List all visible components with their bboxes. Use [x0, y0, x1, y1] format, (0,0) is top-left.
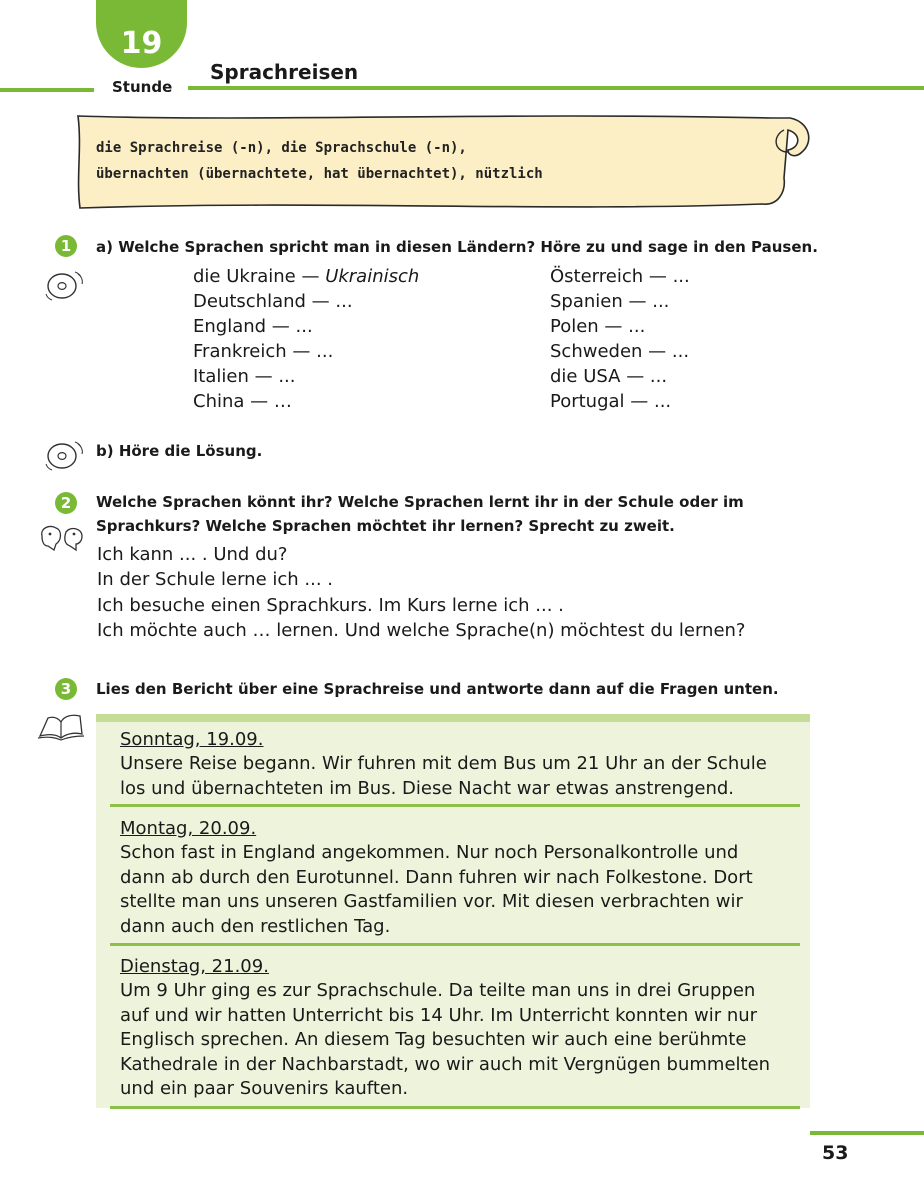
task-2-number: 2 — [55, 492, 77, 514]
cd-audio-icon — [42, 438, 88, 472]
header-rule-left — [0, 88, 94, 92]
dialogue-line-2: In der Schule lerne ich ... . — [97, 569, 333, 590]
dialogue-line-3: Ich besuche einen Sprachkurs. Im Kurs lerne ich ... . — [97, 595, 564, 616]
open-book-icon — [36, 708, 86, 742]
entry-1-text: Unsere Reise begann. Wir fuhren mit dem Bus um 21 Uhr an der Schule los und übernachteten im Bus. Diese Nacht war etwas anstrengend. — [120, 753, 767, 799]
task-2-instruction-line-2: Sprachkurs? Welche Sprachen möchtet ihr lernen? Sprecht zu zweit. — [96, 517, 675, 535]
cd-audio-icon — [42, 268, 88, 302]
footer-rule — [810, 1131, 924, 1135]
task-2-instruction-line-1: Welche Sprachen könnt ihr? Welche Sprachen lernt ihr in der Schule oder im — [96, 493, 744, 511]
language-left-5: Italien — ... — [193, 366, 296, 387]
entry-separator — [110, 1106, 800, 1109]
entry-3-date: Dienstag, 21.09. — [120, 956, 269, 977]
dialogue-line-4: Ich möchte auch … lernen. Und welche Sprache(n) möchtest du lernen? — [97, 620, 746, 641]
language-left-3: England — ... — [193, 316, 313, 337]
entry-separator — [110, 804, 800, 807]
entry-2-date: Montag, 20.09. — [120, 818, 257, 839]
lesson-label: Stunde — [112, 78, 173, 96]
task-3-number: 3 — [55, 678, 77, 700]
lesson-number-badge — [96, 0, 187, 68]
talking-heads-icon — [36, 522, 88, 556]
language-right-3: Polen — ... — [550, 316, 646, 337]
language-left-1: die Ukraine — Ukrainisch — [193, 266, 420, 287]
task-1-number: 1 — [55, 235, 77, 257]
language-right-1: Österreich — ... — [550, 266, 690, 287]
vocab-line-1: die Sprachreise (-n), die Sprachschule (-n), — [96, 140, 467, 156]
entry-1-date: Sonntag, 19.09. — [120, 729, 264, 750]
lesson-number: 19 — [120, 26, 163, 61]
entry-2-text: Schon fast in England angekommen. Nur noch Personalkontrolle und dann ab durch den Eurotunnel. Dann fuhren wir nach Folkestone. Dort stellte man uns unseren Gastfamilien vor. Mit diesen verbrachten wir dann auch den restlichen Tag. — [120, 842, 753, 937]
dialogue-line-1: Ich kann ... . Und du? — [97, 544, 288, 565]
language-right-5: die USA — ... — [550, 366, 668, 387]
vocab-scroll — [72, 108, 814, 218]
language-right-4: Schweden — ... — [550, 341, 690, 362]
language-left-2: Deutschland — ... — [193, 291, 353, 312]
language-left-6: China — … — [193, 391, 292, 412]
entry-separator — [110, 943, 800, 946]
page-title: Sprachreisen — [210, 60, 359, 84]
task-1a-instruction: a) Welche Sprachen spricht man in diesen Ländern? Höre zu und sage in den Pausen. — [96, 238, 818, 256]
scroll-shape — [72, 108, 814, 218]
entry-3-text: Um 9 Uhr ging es zur Sprachschule. Da teilte man uns in drei Gruppen auf und wir hatten Unterricht bis 14 Uhr. Im Unterricht konnten wir nur Englisch sprechen. An diesem Tag besuchten wir auch eine berühmte Kathedrale in der Nachbarstadt, wo wir auch mit Vergnügen bummelten und ein paar Souvenirs kauften. — [120, 980, 771, 1099]
language-right-2: Spanien — ... — [550, 291, 670, 312]
report-box-top-border — [96, 714, 810, 722]
task-3-instruction: Lies den Bericht über eine Sprachreise und antworte dann auf die Fragen unten. — [96, 680, 779, 698]
task-1b-instruction: b) Höre die Lösung. — [96, 442, 263, 460]
header-rule-right — [188, 86, 924, 90]
vocab-line-2: übernachten (übernachtete, hat übernachtet), nützlich — [96, 166, 543, 182]
language-right-6: Portugal — ... — [550, 391, 672, 412]
language-left-4: Frankreich — ... — [193, 341, 334, 362]
page-number: 53 — [822, 1142, 849, 1164]
